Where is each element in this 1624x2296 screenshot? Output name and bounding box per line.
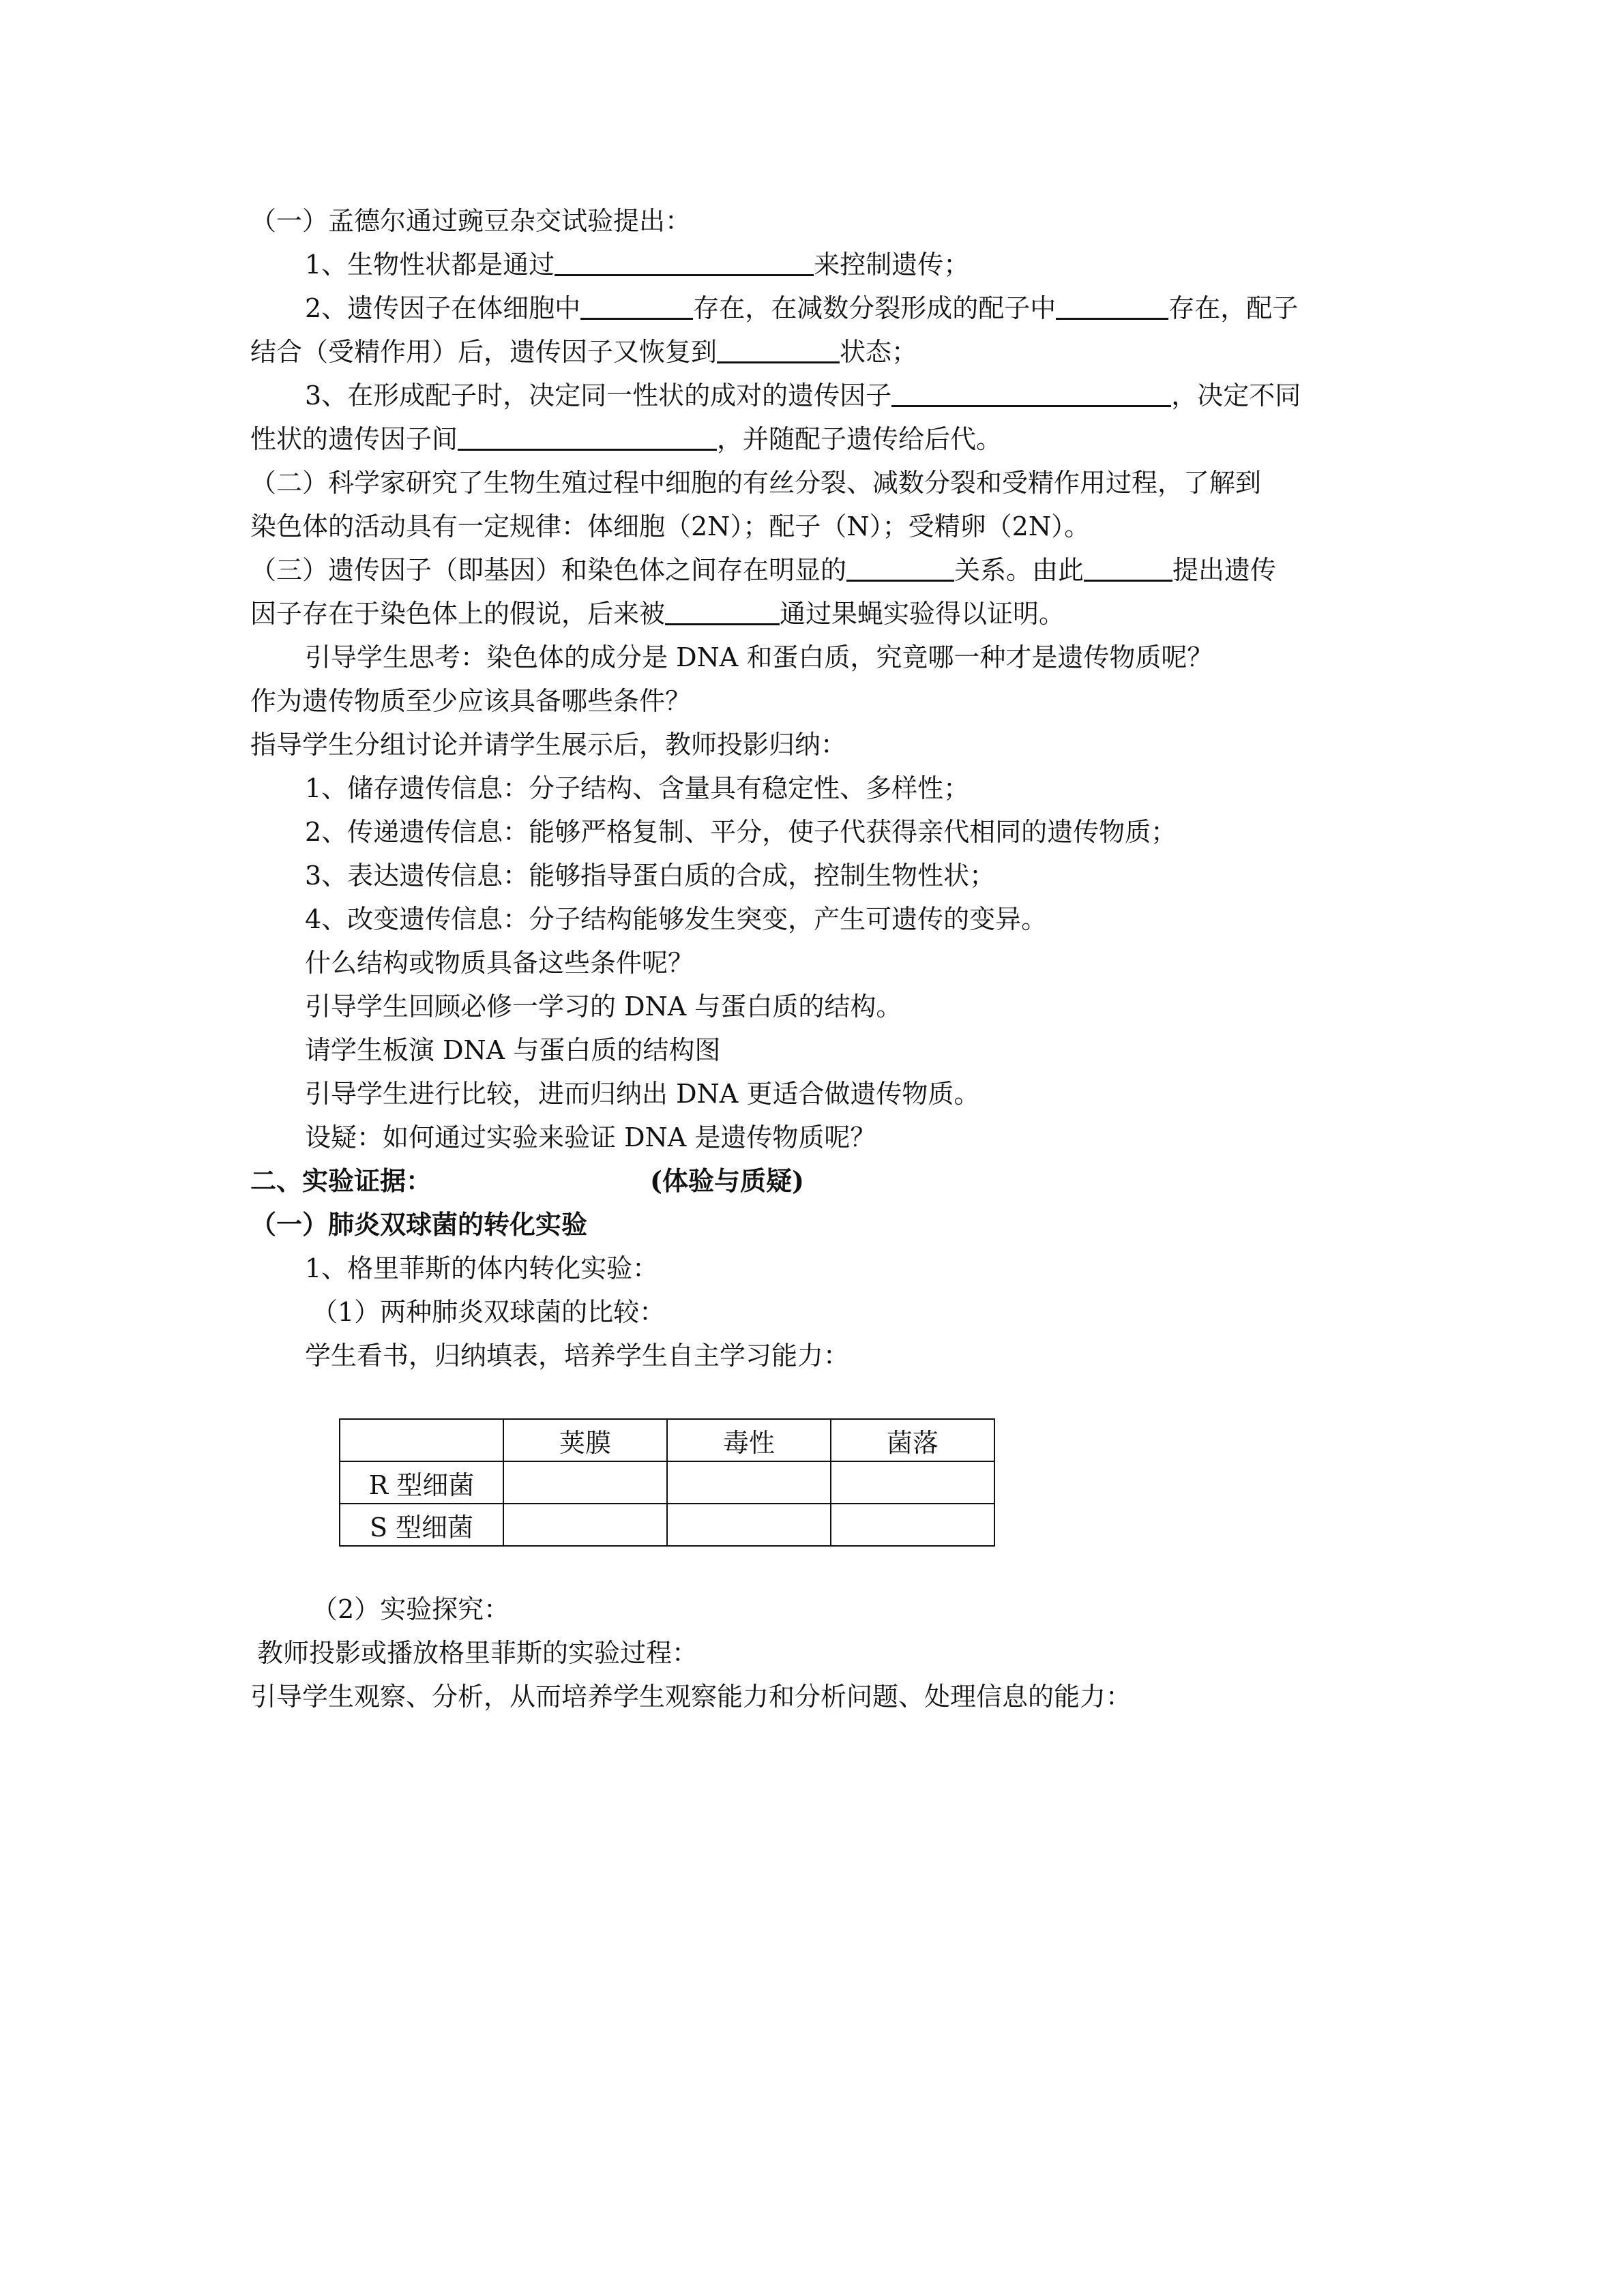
question-1: 什么结构或物质具备这些条件呢？ [305,948,694,978]
table-header-cell: 毒性 [667,1419,831,1461]
observe-instruction: 引导学生观察、分析，从而培养学生观察能力和分析问题、处理信息的能力： [250,1682,1132,1712]
section3-line2 [250,592,1396,636]
fill-blank[interactable] [717,336,840,363]
fill-blank[interactable] [891,379,1171,407]
fill-blank[interactable] [458,423,717,451]
condition-3: 3、表达遗传信息：能够指导蛋白质的合成，控制生物性状； [305,861,996,891]
point-3 [250,374,1396,417]
question-2: 引导学生回顾必修一学习的 DNA 与蛋白质的结构。 [305,992,902,1022]
point-2-cont [250,330,1396,374]
document-body [250,199,1396,1718]
table-header-cell: 荚膜 [503,1419,667,1461]
fill-blank[interactable] [846,554,954,582]
table-header-cell [340,1419,503,1461]
text: 关系。由此 [954,555,1084,585]
fill-blank[interactable] [1084,554,1172,582]
table-cell[interactable] [831,1504,994,1546]
condition-4: 4、改变遗传信息：分子结构能够发生突变，产生可遗传的变异。 [305,904,1048,934]
point-1 [250,243,1396,286]
table-row [340,1504,994,1546]
table-row-label: S 型细菌 [340,1504,503,1546]
comparison-table-wrap [339,1418,1396,1547]
part2-sub1: （一）肺炎双球菌的转化实验 [250,1209,588,1240]
condition-1: 1、储存遗传信息：分子结构、含量具有稳定性、多样性； [305,773,970,803]
table-cell[interactable] [503,1461,667,1504]
condition-2: 2、传递遗传信息：能够严格复制、平分，使子代获得亲代相同的遗传物质； [305,817,1177,847]
table-cell[interactable] [667,1504,831,1546]
section2-line1: （二）科学家研究了生物生殖过程中细胞的有丝分裂、减数分裂和受精作用过程，了解到 [250,468,1262,498]
text: 性状的遗传因子间 [250,424,458,454]
text: 因子存在于染色体上的假说，后来被 [250,599,666,629]
text: 提出遗传 [1172,555,1277,585]
table-cell[interactable] [503,1504,667,1546]
section1-heading: （一）孟德尔通过豌豆杂交试验提出： [250,206,692,236]
text: ，并随配子遗传给后代。 [717,424,1003,454]
table-row [340,1461,994,1504]
question-4: 引导学生进行比较，进而归纳出 DNA 更适合做遗传物质。 [305,1079,980,1109]
text: 3、在形成配子时，决定同一性状的成对的遗传因子 [305,381,892,411]
section3-line1 [250,548,1396,592]
table-header-row [340,1419,994,1461]
table-row-label: R 型细菌 [340,1461,503,1504]
part2-title: 二、实验证据： [250,1165,432,1196]
text: 结合（受精作用）后，遗传因子又恢复到 [250,337,718,367]
guide-think1: 引导学生思考：染色体的成分是 DNA 和蛋白质，究竟哪一种才是遗传物质呢？ [305,642,1213,672]
comparison-table [339,1418,995,1547]
explore-heading: （2）实验探究： [312,1594,510,1624]
text: ，决定不同 [1171,381,1301,411]
compare-heading: （1）两种肺炎双球菌的比较： [312,1297,666,1327]
table-cell[interactable] [831,1461,994,1504]
point-3-cont [250,417,1396,461]
section2-line2: 染色体的活动具有一定规律：体细胞（2N）；配子（N）；受精卵（2N）。 [250,511,1091,541]
text: （三）遗传因子（即基因）和染色体之间存在明显的 [250,555,847,585]
part2-subtitle: (体验与质疑) [650,1165,804,1196]
text: 来控制遗传； [814,250,970,280]
question-3: 请学生板演 DNA 与蛋白质的结构图 [305,1035,721,1065]
text: 通过果蝇实验得以证明。 [780,599,1065,629]
text: 2、遗传因子在体细胞中 [305,293,581,323]
table-header-cell: 菌落 [831,1419,994,1461]
text: 存在，配子 [1168,293,1299,323]
guide-think2: 作为遗传物质至少应该具备哪些条件？ [250,686,692,716]
read-instruction: 学生看书，归纳填表，培养学生自主学习能力： [305,1341,850,1371]
guide-discuss: 指导学生分组讨论并请学生展示后，教师投影归纳： [250,730,847,760]
fill-blank[interactable] [555,248,814,276]
text: 存在，在减数分裂形成的配子中 [693,293,1057,323]
fill-blank[interactable] [1056,292,1168,320]
text: 状态； [840,337,918,367]
question-5: 设疑：如何通过实验来验证 DNA 是遗传物质呢？ [305,1122,876,1152]
experiment-1: 1、格里菲斯的体内转化实验： [305,1253,659,1283]
table-cell[interactable] [667,1461,831,1504]
part2-heading [250,1159,1396,1203]
teacher-instruction: 教师投影或播放格里菲斯的实验过程： [257,1638,698,1668]
fill-blank[interactable] [665,597,780,625]
text: 1、生物性状都是通过 [305,250,555,280]
point-2 [250,286,1396,330]
fill-blank[interactable] [580,292,693,320]
